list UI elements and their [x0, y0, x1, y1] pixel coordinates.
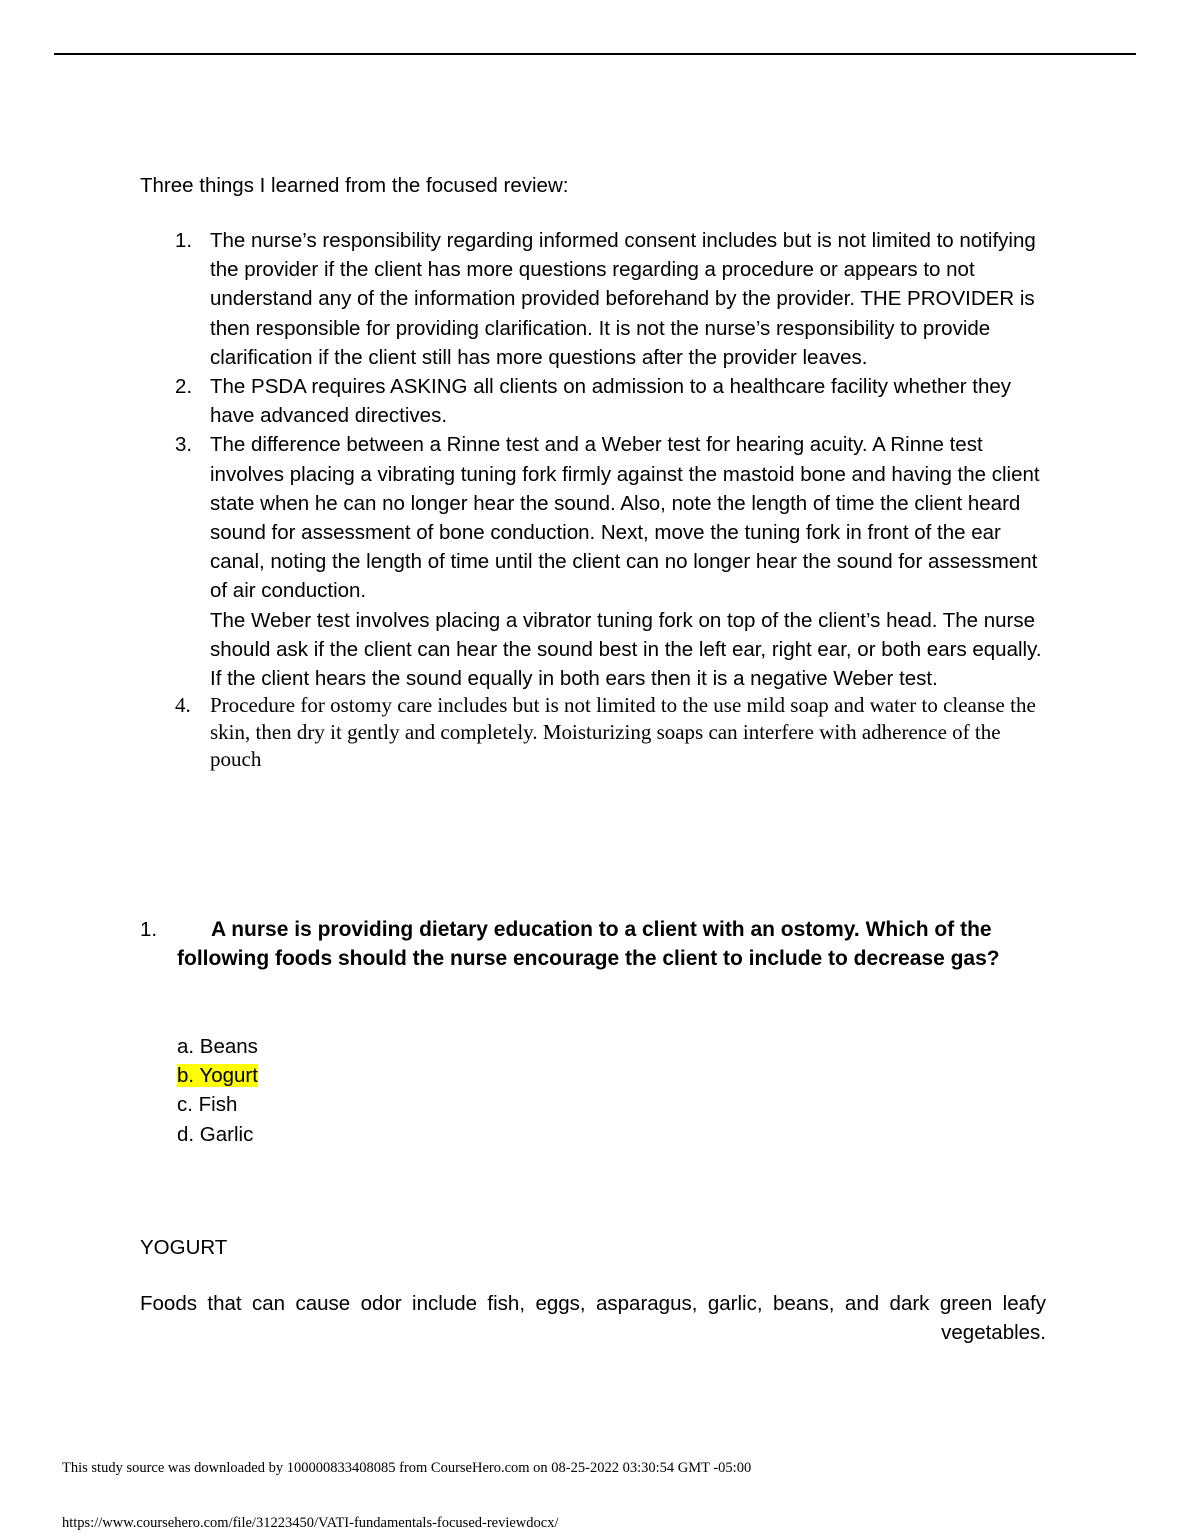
answer-options [177, 1032, 258, 1149]
learned-item-number: 3. [175, 433, 193, 457]
quiz-question [140, 915, 1050, 973]
learned-item-number: 1. [175, 229, 193, 252]
option-label: d. Garlic [177, 1122, 254, 1146]
explanation-part-2: vegetables. [941, 1321, 1046, 1345]
learned-item-number: 2. [175, 375, 193, 399]
header-rule [54, 53, 1136, 55]
answer-text: YOGURT [140, 1236, 228, 1259]
learned-item-4 [140, 692, 1050, 773]
learned-item-3 [140, 430, 1050, 693]
question-text: A nurse is providing dietary education to a client with an ostomy. Which of the following foods should the nurse encourage the client to include to decrease gas? [177, 918, 1000, 971]
explanation-part-1: Foods that can cause odor include fish, eggs, asparagus, garlic, beans, and dark green leafy [140, 1292, 1046, 1315]
learned-item-text-continued: The Weber test involves placing a vibrator tuning fork on top of the client’s head. The nurse should ask if the client can hear the sound best in the left ear, right ear, or both ears equally. If the client hears the sound equally in both ears then it is a negative Weber test. [210, 608, 1042, 691]
learned-item-number: 4. [175, 693, 191, 718]
intro-heading: Three things I learned from the focused review: [140, 174, 569, 197]
download-notice: This study source was downloaded by 100000833408085 from CourseHero.com on 08-25-2022 03:30:54 GMT -05:00 [62, 1460, 752, 1476]
option-d [177, 1120, 258, 1149]
learned-item-text: The difference between a Rinne test and a Weber test for hearing acuity. A Rinne test involves placing a vibrating tuning fork firmly against the mastoid bone and having the client state when he can no longer hear the sound. Also, note the length of time the client heard sound for assessment of bone conduction. Next, move the tuning fork in front of the ear canal, noting the length of time until the client can no longer hear the sound for assessment of air conduction. [210, 433, 1040, 603]
option-a [177, 1032, 258, 1061]
question-number: 1. [140, 918, 158, 941]
option-label: b. Yogurt [177, 1064, 258, 1088]
option-c [177, 1090, 258, 1119]
source-url: https://www.coursehero.com/file/31223450/VATI-fundamentals-focused-reviewdocx/ [62, 1515, 559, 1531]
option-b-highlighted [177, 1061, 258, 1090]
option-label: a. Beans [177, 1035, 258, 1058]
learned-item-1 [140, 226, 1050, 372]
explanation-text [140, 1289, 1046, 1347]
learned-list [140, 226, 1050, 773]
learned-item-text: The nurse’s responsibility regarding informed consent includes but is not limited to notifying the provider if the client has more questions regarding a procedure or appears to not understand any of the information provided beforehand by the provider. THE PROVIDER is then responsible for providing clarification. It is not the nurse’s responsibility to provide clarification if the client still has more questions after the provider leaves. [210, 229, 1036, 369]
learned-item-text: Procedure for ostomy care includes but is not limited to the use mild soap and water to cleanse the skin, then dry it gently and completely. Moisturizing soaps can interfere with adherence of the pouch [210, 693, 1036, 772]
learned-item-2 [140, 372, 1050, 430]
learned-item-text: The PSDA requires ASKING all clients on admission to a healthcare facility whether they have advanced directives. [210, 375, 1012, 428]
option-label: c. Fish [177, 1093, 238, 1117]
